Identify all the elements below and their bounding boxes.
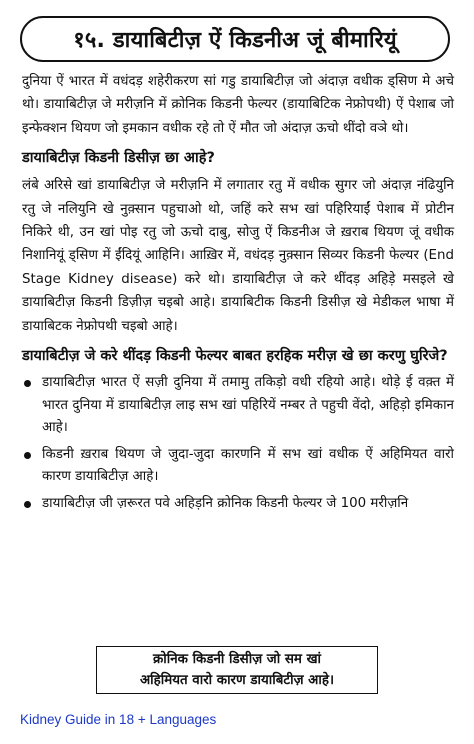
list-item-text: डायाबिटीज़ जी ज़रूरत पवे अहिड़नि क्रोनिक किडनी फेल्यर जे 100 मरीज़नि bbox=[42, 495, 409, 511]
note-line-2: अहिमियत वारो कारण डायाबिटीज़ आहे। bbox=[139, 673, 335, 688]
list-item-text: किडनी ख़राब थियण जे जुदा-जुदा कारणनि में सभ खां वधीक ऐं अहिमियत वारो कारण डायाबिटीज़ आहे। bbox=[42, 446, 454, 485]
list-item bbox=[22, 372, 454, 440]
bullet-dot-icon bbox=[24, 452, 31, 459]
list-item bbox=[22, 444, 454, 489]
note-line-1: क्रोनिक किडनी डिसीज़ जो सम खां bbox=[152, 652, 322, 667]
section-paragraph-what-is: लंबे अरिसे खां डायाबिटीज़ जे मरीज़नि में लगातार रतु में वधीक सुगर जो अंदाज़ नंढियुनि रतु जे नलियुनि खे नुक़्सान पहुचाओ थो, जहिं करे सभ खां पहिरियाईं पेशाब में प्रोटीन निकिरे थी, उन खां पोइ रतु जो ऊचो दाबु, सोजु ऐं किडनीअ जे ख़राब थियण जूं वधीक निशानियूं ड्सिण में ईंदियूं आहिनि। आख़िर में, वधंदड़ नुक़्सान सिव्यर किडनी फेल्यर (End Stage Kidney disease) करे थो। डायाबिटीज़ जे करे थींदड़ अहिड़े मसइले खे डायाबिटीज़ किडनी डिज़ीज़ चइबो आहे। डायाबिटीक किडनी डिसीज़ खे मेडीकल भाषा में डायाबिटक नेफ्रोपथी चइबो आहे। bbox=[22, 178, 454, 334]
section-heading-what-is: डायाबिटीज़ किडनी डिसीज़ छा आहे? bbox=[22, 150, 215, 167]
footer-link[interactable]: Kidney Guide in 18 + Languages bbox=[20, 712, 217, 727]
chapter-title: १५. डायाबिटीज़ ऐं किडनीअ जूं बीमारियूं bbox=[73, 28, 397, 53]
content bbox=[22, 70, 454, 519]
section-heading-what-to-know: डायाबिटीज़ जे करे थींदड़ किडनी फेल्यर बाबत हरहिक मरीज़ खे छा करणु घुरिजे? bbox=[22, 348, 448, 365]
chapter-title-box bbox=[20, 16, 450, 62]
bullet-dot-icon bbox=[24, 501, 31, 508]
highlight-note-box bbox=[96, 646, 378, 694]
bullet-dot-icon bbox=[24, 380, 31, 387]
list-item-text: डायाबिटीज़ भारत ऐं सज़ी दुनिया में तमामु तकिड़ो वधी रहियो आहे। थोड़े ई वक़्त में भारत दुनिया में डायाबिटीज़ लाइ सभ खां पहिरियें नम्बर ते पहुची वेंदो, अहिड़ो इमिकान आहे। bbox=[42, 375, 454, 436]
list-item bbox=[22, 493, 454, 516]
intro-paragraph: दुनिया ऐं भारत में वधंदड़ शहेरीकरण सां गडु डायाबिटीज़ जो अंदाज़ वधीक ड्सिण मे अचे थो। डायाबिटीज़ जे मरीज़नि में क्रोनिक किडनी फेल्यर (डायाबिटिक नेफ्रोपथी) ऐं पेशाब जो इन्फेक्शन थियण जो इमकान वधीक रहे तो ऐं मौत जो अंदाज़ ऊचो थींदो वञे थो। bbox=[22, 74, 454, 136]
bullet-list bbox=[22, 372, 454, 515]
